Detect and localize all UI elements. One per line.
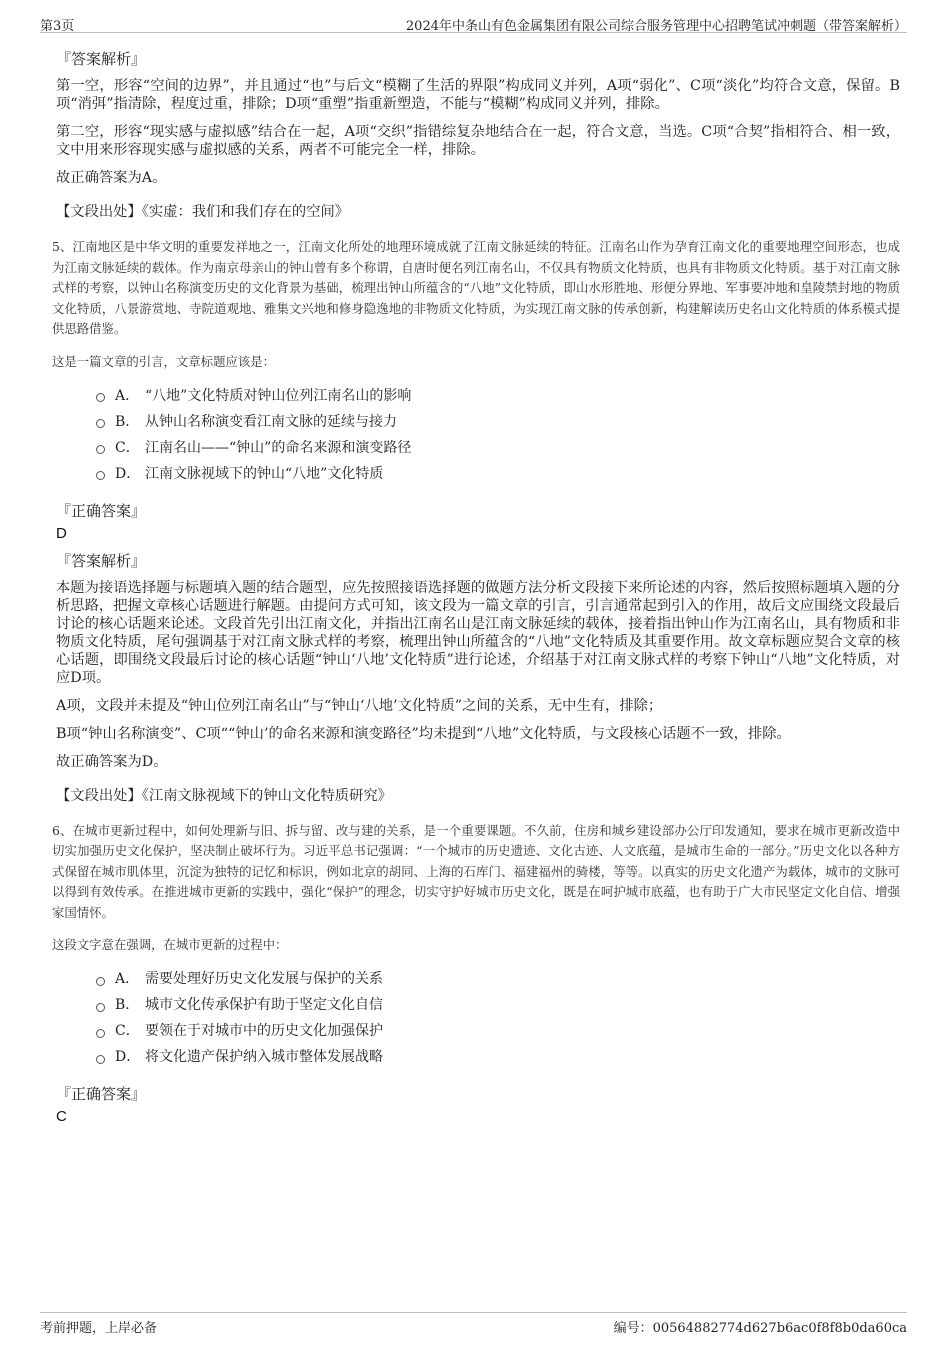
radio-button[interactable] [96,445,105,454]
option-text: 江南文脉视域下的钟山“八地”文化特质 [145,465,384,482]
option-letter: D． [115,1049,141,1065]
radio-button[interactable] [96,419,105,428]
option-a[interactable] [96,382,900,408]
option-c[interactable] [96,1017,900,1043]
radio-button[interactable] [96,1055,105,1064]
option-letter: A． [115,387,140,404]
option-b[interactable] [96,991,900,1017]
analysis-paragraph: 第二空，形容“现实感与虚拟感”结合在一起，A项“交织”指错综复杂地结合在一起，符合文意，当选。C项“合契”指相符合、相一致，文中用来形容现实感与虚拟感的关系，两者不可能完全一样，排除。 [56,124,900,158]
option-letter: C． [115,439,140,456]
option-text: 从钟山名称演变看江南文脉的延续与接力 [145,413,397,430]
analysis-label: 『答案解析』 [56,50,147,68]
radio-button[interactable] [96,1003,105,1012]
question-5-options [96,382,900,486]
option-letter: B． [115,413,140,430]
analysis-paragraph: 第一空，形容“空间的边界”，并且通过“也”与后文“模糊了生活的界限”构成同义并列，A项“弱化”、C项“淡化”均符合文意，保留。B项“消弭”指清除，程度过重，排除；D项“重塑”指重新塑造，不能与“模糊”构成同义并列，排除。 [56,78,900,112]
question-5-prompt: 这是一篇文章的引言，文章标题应该是： [52,353,276,369]
correct-answer-label: 『正确答案』 [56,1085,147,1103]
radio-button[interactable] [96,393,105,402]
correct-answer: D [56,524,67,542]
radio-button[interactable] [96,1029,105,1038]
radio-button[interactable] [96,977,105,986]
radio-button[interactable] [96,471,105,480]
analysis-paragraph: 本题为接语选择题与标题填入题的结合题型，应先按照接语选择题的做题方法分析文段接下来所论述的内容，然后按照标题填入题的分析思路，把握文章核心话题进行解题。由提问方式可知，该文段为一篇文章的引言，引言通常起到引入的作用，故后文应围绕文段最后讨论的核心话题来论述。文段首先引出江南文化，并指出江南名山是江南文脉延续的载体，接着指出钟山作为江南名山，具有物质和非物质文化特质，尾句强调基于对江南文脉式样的考察，梳理出钟山所蕴含的“八地”文化特质及其重要作用。故文章标题应契合文章的核心话题，即围绕文段最后讨论的核心话题“钟山‘八地’文化特质”进行论述，介绍基于对江南文脉式样的考察下钟山“八地”文化特质，对应D项。 [56,579,900,686]
option-text: 要领在于对城市中的历史文化加强保护 [145,1023,383,1039]
option-text: “八地”文化特质对钟山位列江南名山的影响 [145,387,412,404]
question-5-text: 5、江南地区是中华文明的重要发祥地之一，江南文化所处的地理环境成就了江南文脉延续的特征。江南名山作为孕育江南文化的重要地理空间形态，也成为江南文脉延续的载体。作为南京母亲山的钟山曾有多个称谓，自唐时便名列江南名山，不仅具有物质文化特质，也具有非物质文化特质。基于对江南文脉式样的考察，以钟山名称演变历史的文化背景为基础，梳理出钟山所蕴含的“八地”文化特质，即山水形胜地、形便分界地、军事要冲地和皇陵禁封地的物质文化特质，八景游赏地、寺院道观地、雅集文兴地和修身隐逸地的非物质文化特质，为实现江南文脉的传承创新，构建解读历史名山文化特质的体系模式提供思路借鉴。 [52,239,900,336]
analysis-conclusion: 故正确答案为A。 [56,170,167,186]
option-text: 江南名山——“钟山”的命名来源和演变路径 [145,439,412,456]
footer-slogan: 考前押题，上岸必备 [40,1321,158,1336]
option-text: 将文化遗产保护纳入城市整体发展战略 [145,1049,383,1065]
page-footer [40,1312,907,1336]
option-letter: C． [115,1023,140,1039]
source-citation: 【文段出处】《实虚：我们和我们存在的空间》 [56,204,350,220]
question-6-prompt: 这段文字意在强调，在城市更新的过程中： [52,937,288,952]
option-d[interactable] [96,1043,900,1069]
page-number: 第3页 [40,19,75,34]
document-code: 编号：00564882774d627b6ac0f8f8b0da60ca [613,1321,907,1336]
option-c[interactable] [96,434,900,460]
correct-answer-label: 『正确答案』 [56,501,147,520]
option-text: 需要处理好历史文化发展与保护的关系 [145,971,383,987]
analysis-label: 『答案解析』 [56,551,147,570]
option-a[interactable] [96,965,900,991]
option-d[interactable] [96,460,900,486]
page-header [40,10,907,33]
option-text: 城市文化传承保护有助于坚定文化自信 [145,997,383,1013]
analysis-paragraph: A项，文段并未提及“钟山位列江南名山”与“钟山‘八地’文化特质”之间的关系，无中生有，排除； [56,697,663,714]
page-content [52,42,900,1133]
question-6-text: 6、在城市更新过程中，如何处理新与旧、拆与留、改与建的关系，是一个重要课题。不久前，住房和城乡建设部办公厅印发通知，要求在城市更新改造中切实加强历史文化保护，坚决制止破坏行为。习近平总书记强调：“一个城市的历史遗迹、文化古迹、人文底蕴，是城市生命的一部分。”历史文化以各种方式保留在城市肌体里，沉淀为独特的记忆和标识，例如北京的胡同、上海的石库门、福建福州的骑楼，等等。以真实的历史文化遗产为载体，城市的文脉可以得到有效传承。在推进城市更新的实践中，强化“保护”的理念，切实守护好城市历史文化，既是在呵护城市底蕴，也有助于广大市民坚定文化自信、增强家国情怀。 [52,822,900,920]
analysis-conclusion: 故正确答案为D。 [56,753,168,770]
option-letter: B． [115,997,140,1013]
option-b[interactable] [96,408,900,434]
option-letter: A． [115,971,140,987]
option-letter: D． [115,465,141,482]
document-title: 2024年中条山有色金属集团有限公司综合服务管理中心招聘笔试冲刺题（带答案解析） [405,19,907,34]
source-citation: 【文段出处】《江南文脉视域下的钟山文化特质研究》 [56,787,392,804]
question-6-options [96,965,900,1069]
analysis-paragraph: B项“钟山名称演变”、C项““钟山’的命名来源和演变路径”均未提到“八地”文化特质，与文段核心话题不一致，排除。 [56,725,791,742]
correct-answer: C [56,1108,67,1125]
